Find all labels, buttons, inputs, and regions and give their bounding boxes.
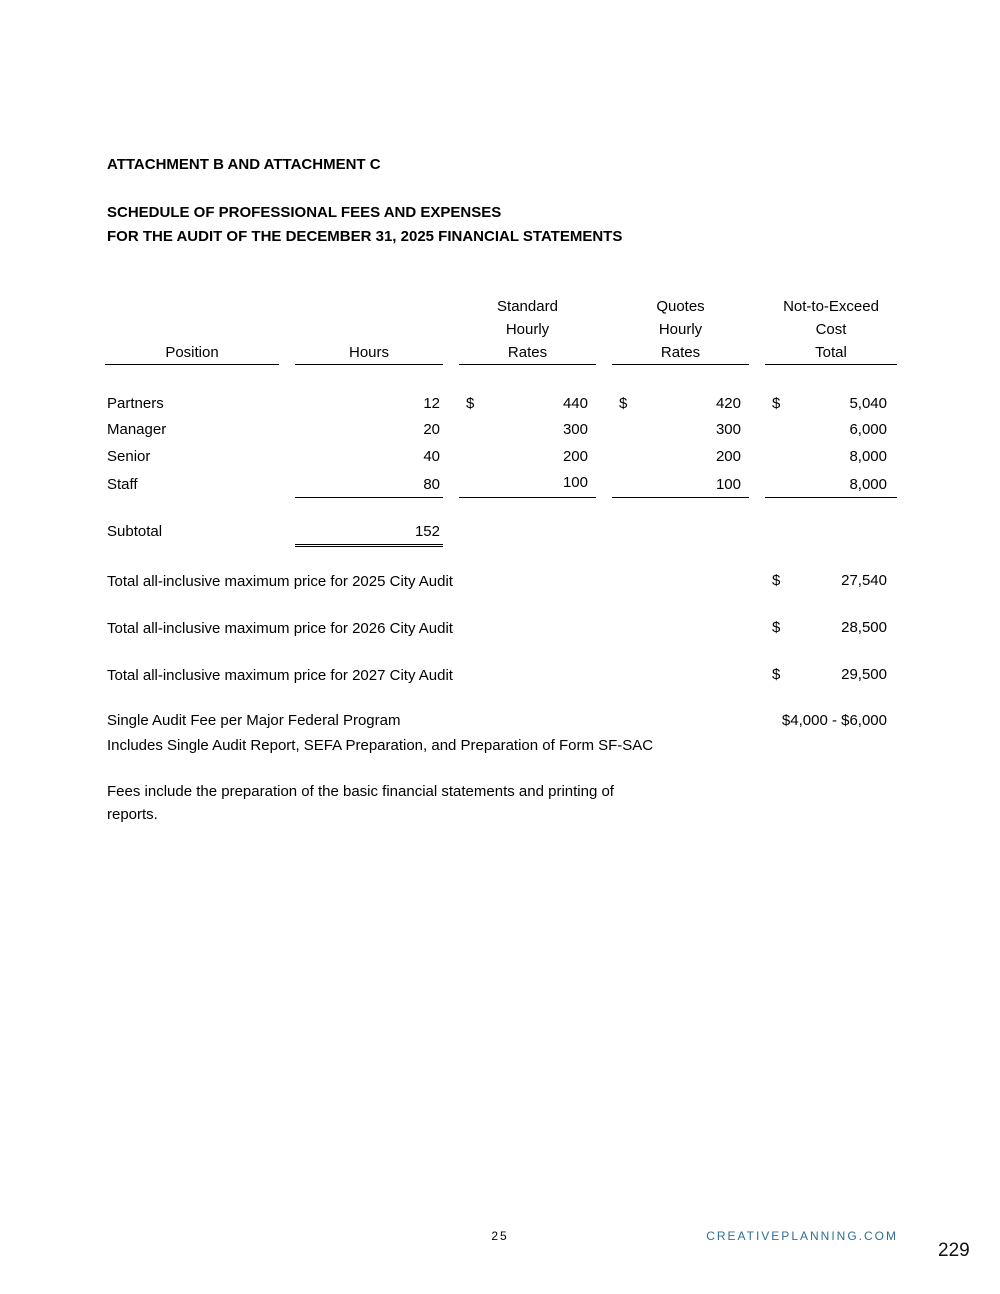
single-audit-label: Single Audit Fee per Major Federal Program: [107, 712, 401, 729]
page-number: 25: [491, 1229, 509, 1243]
row-staff-position: Staff: [107, 476, 138, 493]
total-2026-value: 28,500: [841, 619, 887, 636]
subtotal-label: Subtotal: [107, 523, 163, 540]
row-partners-standard-currency: $: [466, 395, 475, 412]
row-staff-total: 8,000: [849, 476, 887, 493]
row-partners-quotes: 420: [715, 395, 741, 412]
staff-rule-standard: [459, 497, 596, 498]
col-header-standard-1: Standard: [497, 298, 558, 315]
col-header-hours: Hours: [348, 344, 389, 361]
total-2025-currency: $: [772, 572, 781, 589]
schedule-title: SCHEDULE OF PROFESSIONAL FEES AND EXPENSES: [107, 204, 502, 221]
row-senior-total: 8,000: [849, 448, 887, 465]
total-2026-currency: $: [772, 619, 781, 636]
row-staff-hours: 80: [423, 476, 440, 493]
col-header-position: Position: [165, 344, 219, 361]
staff-rule-nte: [765, 497, 897, 498]
row-senior-standard: 200: [562, 448, 588, 465]
total-2027-value: 29,500: [841, 666, 887, 683]
row-manager-position: Manager: [107, 421, 167, 438]
row-senior-quotes: 200: [715, 448, 741, 465]
single-audit-value: $4,000 - $6,000: [781, 712, 887, 729]
row-partners-standard: 440: [562, 395, 588, 412]
header-rule-nte: [765, 364, 897, 365]
total-2027-label: Total all-inclusive maximum price for 2027 City Audit: [107, 667, 453, 684]
row-senior-position: Senior: [107, 448, 151, 465]
col-header-nte-3: Total: [815, 344, 847, 361]
col-header-quotes-2: Hourly: [658, 321, 703, 338]
row-staff-quotes: 100: [715, 476, 741, 493]
row-staff-standard: 100: [562, 474, 588, 491]
row-manager-standard: 300: [562, 421, 588, 438]
row-partners-total-currency: $: [772, 395, 781, 412]
row-partners-position: Partners: [107, 395, 164, 412]
col-header-quotes-1: Quotes: [656, 298, 705, 315]
row-partners-total: 5,040: [849, 395, 887, 412]
header-rule-hours: [295, 364, 443, 365]
staff-rule-quotes: [612, 497, 749, 498]
website-link[interactable]: CREATIVEPLANNING.COM: [706, 1229, 898, 1243]
total-2025-label: Total all-inclusive maximum price for 2025 City Audit: [107, 573, 453, 590]
header-rule-standard: [459, 364, 596, 365]
fees-note-line1: Fees include the preparation of the basic financial statements and printing of: [107, 783, 614, 800]
total-2027-currency: $: [772, 666, 781, 683]
attachment-title: ATTACHMENT B AND ATTACHMENT C: [107, 156, 381, 173]
total-2026-label: Total all-inclusive maximum price for 2026 City Audit: [107, 620, 453, 637]
header-rule-position: [105, 364, 279, 365]
subtotal-double-rule: [295, 544, 443, 547]
col-header-nte-2: Cost: [815, 321, 847, 338]
schedule-subtitle: FOR THE AUDIT OF THE DECEMBER 31, 2025 FINANCIAL STATEMENTS: [107, 228, 623, 245]
row-manager-total: 6,000: [849, 421, 887, 438]
single-audit-note: Includes Single Audit Report, SEFA Preparation, and Preparation of Form SF-SAC: [107, 737, 654, 754]
row-senior-hours: 40: [423, 448, 440, 465]
row-manager-hours: 20: [423, 421, 440, 438]
row-partners-hours: 12: [423, 395, 440, 412]
col-header-nte-1: Not-to-Exceed: [783, 298, 879, 315]
page-stamp: 229: [938, 1240, 970, 1261]
row-partners-quotes-currency: $: [619, 395, 628, 412]
row-manager-quotes: 300: [715, 421, 741, 438]
header-rule-quotes: [612, 364, 749, 365]
total-2025-value: 27,540: [841, 572, 887, 589]
col-header-standard-3: Rates: [507, 344, 548, 361]
fees-note-line2: reports.: [107, 806, 158, 823]
col-header-quotes-3: Rates: [660, 344, 701, 361]
subtotal-hours: 152: [414, 523, 440, 540]
col-header-standard-2: Hourly: [505, 321, 550, 338]
staff-rule-hours: [295, 497, 443, 498]
